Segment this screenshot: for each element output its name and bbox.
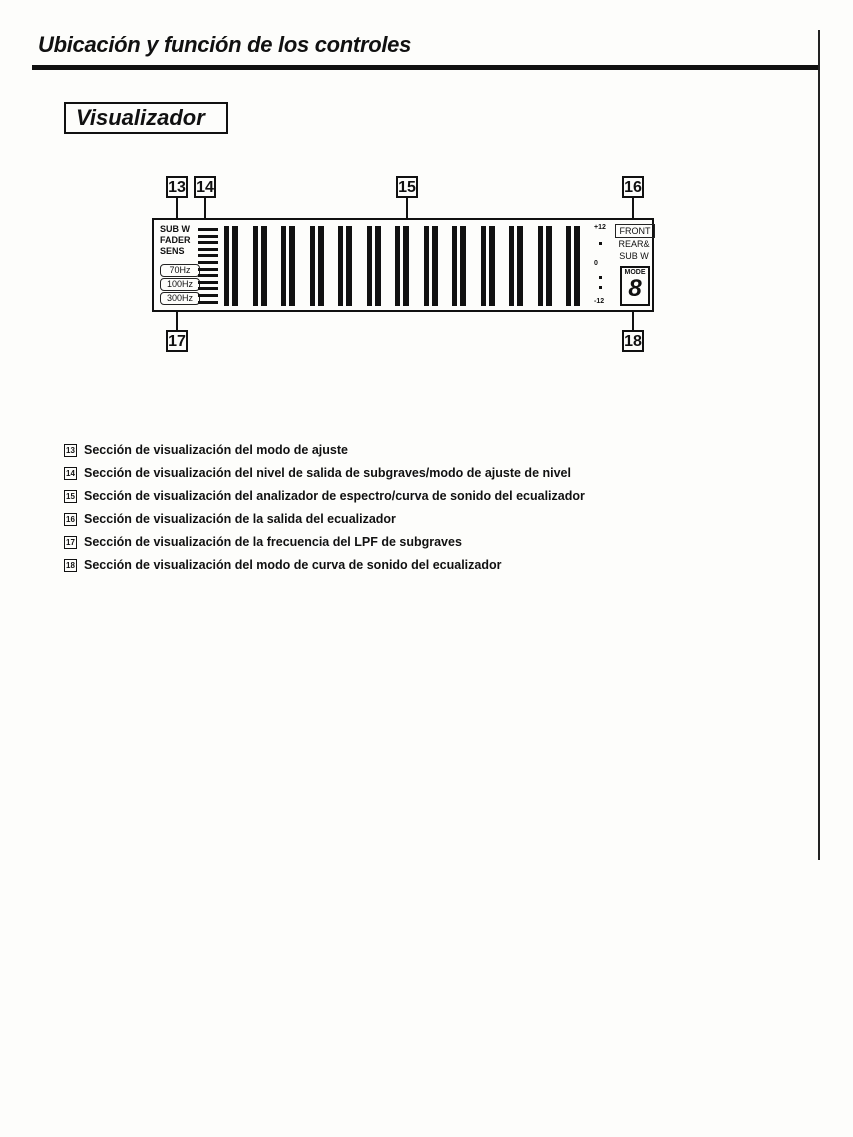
mode-label-sens: SENS (160, 246, 185, 256)
level-segment (198, 261, 218, 264)
legend-number: 14 (64, 467, 77, 480)
output-label-rear: REAR& (618, 239, 650, 249)
spectrum-bar (346, 226, 352, 306)
mode-label-sub-w: SUB W (160, 224, 190, 234)
scale-label-0: 0 (594, 260, 598, 267)
spectrum-bar (517, 226, 523, 306)
right-margin-rule (818, 30, 820, 860)
scale-tick (599, 276, 602, 279)
scale-label-plus12: +12 (594, 224, 606, 231)
level-segment (198, 228, 218, 231)
level-segment (198, 287, 218, 290)
callout-15: 15 (396, 176, 418, 198)
spectrum-bar (395, 226, 400, 306)
spectrum-bar (566, 226, 571, 306)
spectrum-bar (460, 226, 466, 306)
legend-number: 16 (64, 513, 77, 526)
title-rule (32, 65, 820, 70)
level-segment (198, 301, 218, 304)
callout-16: 16 (622, 176, 644, 198)
spectrum-bar (574, 226, 580, 306)
legend-number: 15 (64, 490, 77, 503)
level-segment (198, 235, 218, 238)
leader-line (204, 198, 206, 218)
frequency-label-100hz: 100Hz (160, 278, 200, 291)
legend-text: Sección de visualización del analizador de espectro/curva de sonido del ecualizador (84, 489, 585, 503)
spectrum-bar (310, 226, 315, 306)
frequency-label-70hz: 70Hz (160, 264, 200, 277)
leader-line (176, 312, 178, 330)
level-segment (198, 268, 218, 271)
legend-text: Sección de visualización del modo de ajuste (84, 443, 348, 457)
spectrum-bar (489, 226, 495, 306)
output-label-sub-w: SUB W (619, 251, 649, 261)
spectrum-bar (424, 226, 429, 306)
legend-text: Sección de visualización de la salida del ecualizador (84, 512, 396, 526)
spectrum-bar (253, 226, 258, 306)
level-segment (198, 254, 218, 257)
spectrum-bar (509, 226, 514, 306)
legend-text: Sección de visualización del nivel de salida de subgraves/modo de ajuste de nivel (84, 466, 571, 480)
legend-number: 18 (64, 559, 77, 572)
legend-number: 17 (64, 536, 77, 549)
display-panel (152, 218, 654, 312)
level-segment (198, 294, 218, 297)
mode-digit: 8 (628, 275, 642, 302)
level-segment (198, 281, 218, 284)
spectrum-bar (452, 226, 457, 306)
spectrum-bar (432, 226, 438, 306)
level-segment (198, 241, 218, 244)
spectrum-bar (318, 226, 324, 306)
scale-tick (599, 242, 602, 245)
section-title: Visualizador (64, 102, 228, 134)
spectrum-bar (289, 226, 295, 306)
spectrum-bar (403, 226, 409, 306)
level-segment (198, 248, 218, 251)
leader-line (632, 312, 634, 330)
mode-box-label: MODE (624, 269, 646, 276)
page-title: Ubicación y función de los controles (38, 32, 412, 57)
spectrum-bar (261, 226, 267, 306)
scale-label-minus12: -12 (594, 298, 605, 305)
level-segment (198, 274, 218, 277)
spectrum-bar (546, 226, 552, 306)
spectrum-bar (538, 226, 543, 306)
spectrum-bar (338, 226, 343, 306)
spectrum-bar (367, 226, 372, 306)
scale-tick (599, 286, 602, 289)
spectrum-bar (481, 226, 486, 306)
callout-17: 17 (166, 330, 188, 352)
callout-18: 18 (622, 330, 644, 352)
legend-text: Sección de visualización del modo de curva de sonido del ecualizador (84, 558, 502, 572)
callout-14: 14 (194, 176, 216, 198)
legend-text: Sección de visualización de la frecuencia del LPF de subgraves (84, 535, 462, 549)
mode-label-fader: FADER (160, 235, 191, 245)
leader-line (632, 198, 634, 218)
spectrum-bar (375, 226, 381, 306)
spectrum-bar (224, 226, 229, 306)
spectrum-bar (281, 226, 286, 306)
spectrum-bar (232, 226, 238, 306)
leader-line (406, 198, 408, 218)
output-label-front: FRONT (615, 224, 655, 238)
leader-line (176, 198, 178, 218)
callout-13: 13 (166, 176, 188, 198)
mode-box (620, 266, 650, 306)
frequency-label-300hz: 300Hz (160, 292, 200, 305)
legend-number: 13 (64, 444, 77, 457)
